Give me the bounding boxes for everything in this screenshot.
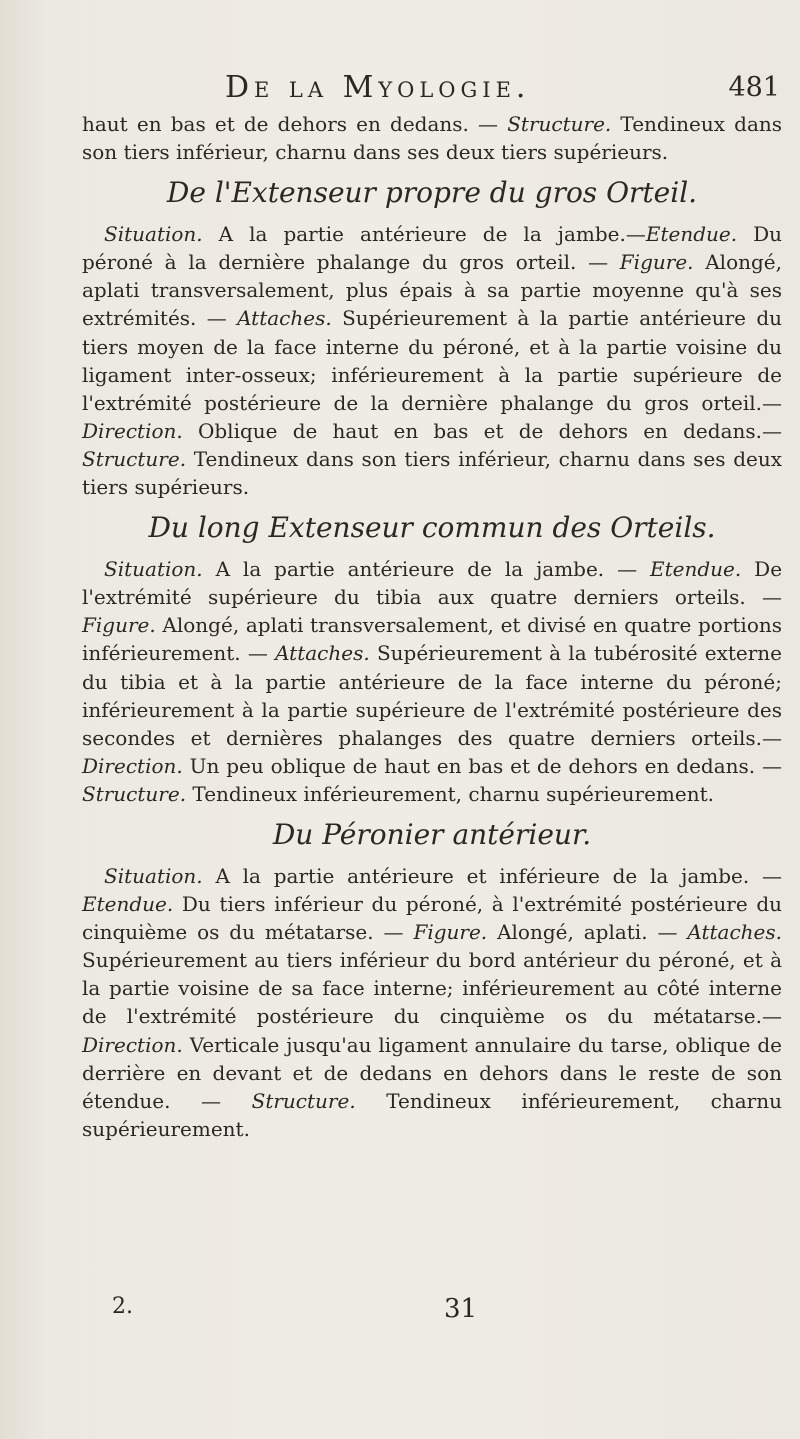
paragraph-extenseur-propre: Situation. A la partie antérieure de la jambe.—Etendue. Du péroné à la dernière phalange du gros orteil. — Figure. Alongé, aplati transversalement, plus épais à sa partie moyenne qu'à ses extrémités. — Attaches. Supérieurement à la partie antérieure du tiers moyen de la face interne du péroné, et à la partie voisine du ligament inter-osseux; inférieurement à la partie supérieure de l'extrémité postérieure de la dernière phalange du gros orteil.—Direction. Oblique de haut en bas et de dehors en dedans.—Structure. Tendineux dans son tiers inférieur, charnu dans ses deux tiers supérieurs. [82, 222, 783, 500]
signature-mark: 2. [112, 1294, 133, 1319]
paragraph-peronier: Situation. A la partie antérieure et inférieure de la jambe. — Etendue. Du tiers inférieur du péroné, à l'extrémité postérieure du cinquième os du métatarse. — Figure. Alongé, aplati. — Attaches. Supérieurement au tiers inférieur du bord antérieur du péroné, et à la partie voisine de sa face interne; inférieurement au côté interne de l'extrémité postérieure du cinquième os du métatarse.—Direction. Verticale jusqu'au ligament annulaire du tarse, oblique de derrière en devant et de dedans en dehors dans le reste de son étendue. — Structure. Tendineux inférieurement, charnu supérieurement. [82, 863, 783, 1141]
running-title: De la Myologie. [225, 70, 531, 105]
section-heading-long-extenseur: Du long Extenseur commun des Orteils. [148, 511, 716, 545]
section-heading-extenseur-propre: De l'Extenseur propre du gros Orteil. [166, 176, 698, 210]
page-number: 481 [728, 72, 780, 103]
body-text [82, 110, 782, 1143]
section-heading-peronier: Du Péronier antérieur. [272, 817, 592, 851]
paragraph-continuation: haut en bas et de dehors en dedans. — Structure. Tendineux dans son tiers inférieur, charnu dans ses deux tiers supérieurs. [82, 112, 783, 165]
catchword: 31 [444, 1294, 478, 1324]
paragraph-long-extenseur: Situation. A la partie antérieure de la jambe. — Etendue. De l'extrémité supérieure du tibia aux quatre derniers orteils. — Figure. Alongé, aplati transversalement, et divisé en quatre portions inférieurement. — Attaches. Supérieurement à la tubérosité externe du tibia et à la partie antérieure de la face interne du péroné; inférieurement à la partie supérieure de l'extrémité postérieure des secondes et dernières phalanges des quatre derniers orteils.—Direction. Un peu oblique de haut en bas et de dehors en dedans. — Structure. Tendineux inférieurement, charnu supérieurement. [82, 557, 783, 806]
page-footer [82, 1294, 782, 1334]
